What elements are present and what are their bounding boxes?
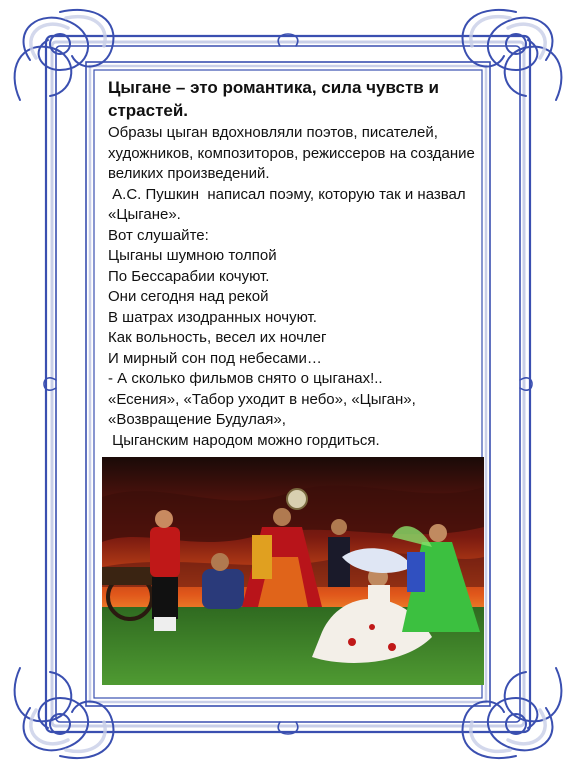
poem-line: Они сегодня над рекой xyxy=(108,288,269,305)
body-line: «Цыгане». xyxy=(108,206,181,223)
title-line: Цыгане – это романтика, сила чувств и xyxy=(108,78,439,97)
body-line: Образы цыган вдохновляли поэтов, писателей, xyxy=(108,124,438,141)
body-line: художников, композиторов, режиссеров на создание xyxy=(108,144,475,162)
title-line: страстей. xyxy=(108,101,189,120)
dancing-gypsies-photo xyxy=(102,457,484,685)
body-line: «Возвращение Будулая», xyxy=(108,411,286,428)
body-line: А.С. Пушкин написал поэму, которую так и назвал xyxy=(108,185,466,203)
body-line: великих произведений. xyxy=(108,165,270,182)
body-line: - А сколько фильмов снято о цыганах!.. xyxy=(108,370,383,387)
page-title xyxy=(108,76,488,122)
poem-line: Как вольность, весел их ночлег xyxy=(108,329,327,346)
poem-line: По Бессарабии кочуют. xyxy=(108,267,270,285)
body-line: Цыганским народом можно гордиться. xyxy=(108,431,380,449)
poem-line: В шатрах изодранных ночуют. xyxy=(108,308,317,326)
article-text xyxy=(108,76,488,451)
poem-line: Цыганы шумною толпой xyxy=(108,247,277,264)
poem-line: И мирный сон под небесами… xyxy=(108,349,322,367)
body-line: Вот слушайте: xyxy=(108,226,209,244)
body-text xyxy=(108,123,488,451)
body-line: «Есения», «Табор уходит в небо», «Цыган», xyxy=(108,390,416,408)
